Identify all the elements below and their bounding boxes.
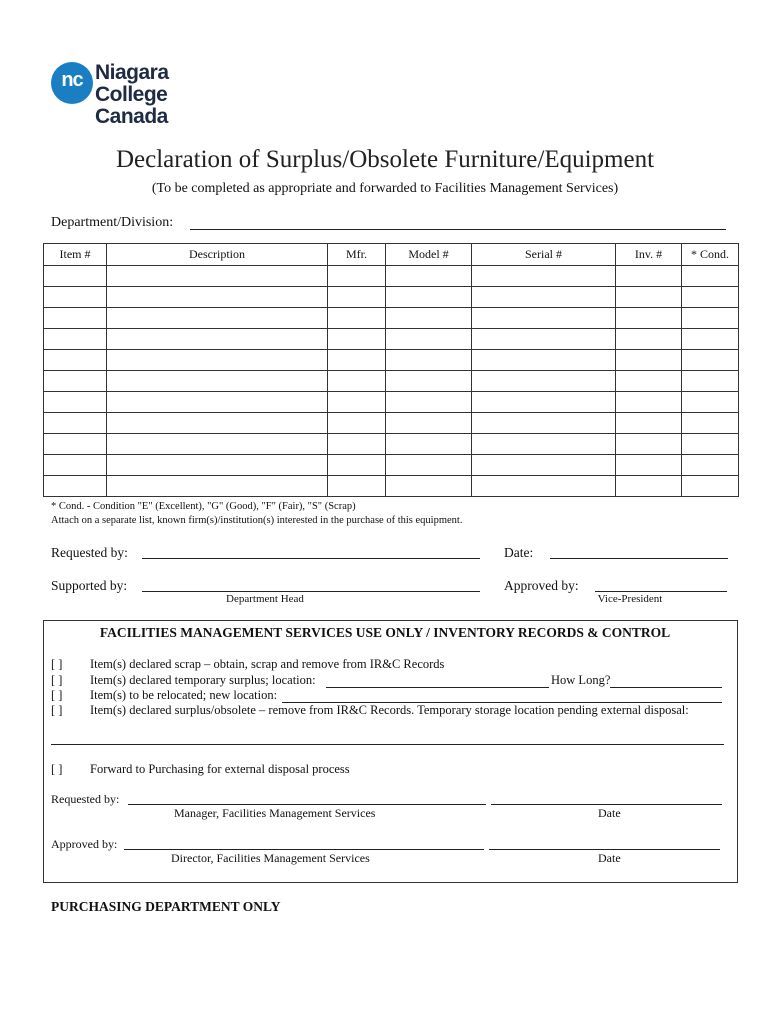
condition-note: * Cond. - Condition "E" (Excellent), "G" (Good), "F" (Fair), "S" (Scrap) [51, 501, 356, 512]
cell-item[interactable] [44, 476, 107, 497]
cell-item[interactable] [44, 287, 107, 308]
temporary-location-field[interactable] [326, 687, 549, 688]
cell-serial[interactable] [472, 350, 616, 371]
manager-caption: Manager, Facilities Management Services [174, 806, 376, 820]
option-relocated: Item(s) to be relocated; new location: [90, 688, 278, 702]
cell-serial[interactable] [472, 455, 616, 476]
cell-mfr[interactable] [328, 371, 386, 392]
cell-description[interactable] [107, 476, 328, 497]
cell-mfr[interactable] [328, 413, 386, 434]
supported-by-field[interactable] [142, 591, 480, 592]
how-long-field[interactable] [610, 687, 722, 688]
requested-date-caption: Date [598, 806, 621, 820]
supported-by-label: Supported by: [51, 578, 128, 593]
table-row [44, 455, 739, 476]
cell-model[interactable] [386, 476, 472, 497]
cell-inv[interactable] [616, 476, 682, 497]
fms-requested-date-field[interactable] [491, 804, 722, 805]
director-caption: Director, Facilities Management Services [171, 851, 370, 865]
cell-serial[interactable] [472, 308, 616, 329]
cell-model[interactable] [386, 287, 472, 308]
cell-serial[interactable] [472, 476, 616, 497]
logo-wordmark [95, 62, 169, 128]
cell-cond[interactable] [682, 266, 739, 287]
cell-inv[interactable] [616, 413, 682, 434]
cell-model[interactable] [386, 329, 472, 350]
table-row [44, 392, 739, 413]
cell-serial[interactable] [472, 287, 616, 308]
cell-inv[interactable] [616, 287, 682, 308]
cell-description[interactable] [107, 329, 328, 350]
cell-cond[interactable] [682, 476, 739, 497]
cell-mfr[interactable] [328, 350, 386, 371]
cell-inv[interactable] [616, 371, 682, 392]
cell-cond[interactable] [682, 455, 739, 476]
approved-by-field[interactable] [595, 591, 727, 592]
cell-cond[interactable] [682, 287, 739, 308]
cell-inv[interactable] [616, 350, 682, 371]
form-subtitle: (To be completed as appropriate and forwarded to Facilities Management Services) [151, 181, 619, 196]
table-row [44, 413, 739, 434]
logo-initials: nc [61, 69, 83, 91]
logo-line-1: Niagara [95, 61, 169, 84]
cell-mfr[interactable] [328, 287, 386, 308]
cell-inv[interactable] [616, 392, 682, 413]
cell-serial[interactable] [472, 413, 616, 434]
requested-by-label: Requested by: [51, 545, 128, 560]
cell-description[interactable] [107, 413, 328, 434]
cell-inv[interactable] [616, 434, 682, 455]
purchasing-heading: PURCHASING DEPARTMENT ONLY [51, 899, 281, 914]
cell-item[interactable] [44, 308, 107, 329]
option-scrap: Item(s) declared scrap – obtain, scrap and remove from IR&C Records [90, 657, 445, 671]
cell-description[interactable] [107, 308, 328, 329]
cell-description[interactable] [107, 392, 328, 413]
checkbox-relocated[interactable]: [ ] [51, 688, 63, 702]
cell-model[interactable] [386, 455, 472, 476]
cell-inv[interactable] [616, 266, 682, 287]
college-logo [50, 60, 190, 135]
header-inv: Inv. # [616, 244, 682, 266]
cell-description[interactable] [107, 455, 328, 476]
header-item: Item # [44, 244, 107, 266]
cell-mfr[interactable] [328, 476, 386, 497]
table-row [44, 476, 739, 497]
cell-model[interactable] [386, 392, 472, 413]
department-label: Department/Division: [51, 215, 174, 230]
logo-line-2: College [95, 83, 168, 106]
table-row [44, 287, 739, 308]
cell-mfr[interactable] [328, 392, 386, 413]
cell-mfr[interactable] [328, 308, 386, 329]
cell-serial[interactable] [472, 266, 616, 287]
checkbox-scrap[interactable]: [ ] [51, 657, 63, 671]
form-title: Declaration of Surplus/Obsolete Furniture/Equipment [115, 146, 655, 173]
option-forward: Forward to Purchasing for external disposal process [90, 762, 350, 776]
table-row [44, 434, 739, 455]
equipment-table [43, 243, 739, 497]
cell-inv[interactable] [616, 455, 682, 476]
header-mfr: Mfr. [328, 244, 386, 266]
cell-description[interactable] [107, 371, 328, 392]
cell-item[interactable] [44, 329, 107, 350]
cell-model[interactable] [386, 350, 472, 371]
department-field[interactable] [190, 229, 726, 230]
table-row [44, 371, 739, 392]
cell-description[interactable] [107, 287, 328, 308]
approved-by-label: Approved by: [504, 578, 579, 593]
requested-by-field[interactable] [142, 558, 480, 559]
cell-model[interactable] [386, 371, 472, 392]
table-row [44, 329, 739, 350]
cell-cond[interactable] [682, 350, 739, 371]
approved-date-caption: Date [598, 851, 621, 865]
cell-mfr[interactable] [328, 455, 386, 476]
department-head-caption: Department Head [226, 593, 304, 605]
header-model: Model # [386, 244, 472, 266]
cell-item[interactable] [44, 371, 107, 392]
cell-inv[interactable] [616, 308, 682, 329]
cell-mfr[interactable] [328, 434, 386, 455]
cell-serial[interactable] [472, 392, 616, 413]
cell-mfr[interactable] [328, 329, 386, 350]
cell-item[interactable] [44, 350, 107, 371]
cell-mfr[interactable] [328, 266, 386, 287]
cell-item[interactable] [44, 413, 107, 434]
cell-description[interactable] [107, 266, 328, 287]
date-field[interactable] [550, 558, 728, 559]
header-cond: * Cond. [682, 244, 739, 266]
logo-line-3: Canada [95, 105, 168, 128]
option-temporary: Item(s) declared temporary surplus; location: [90, 673, 316, 687]
fms-requested-by-field[interactable] [128, 804, 486, 805]
cell-model[interactable] [386, 434, 472, 455]
cell-item[interactable] [44, 392, 107, 413]
vice-president-caption: Vice-President [597, 593, 663, 605]
cell-model[interactable] [386, 308, 472, 329]
checkbox-temporary[interactable]: [ ] [51, 673, 63, 687]
header-description: Description [107, 244, 328, 266]
cell-item[interactable] [44, 434, 107, 455]
option-surplus: Item(s) declared surplus/obsolete – remove from IR&C Records. Temporary storage location pending external disposal: [90, 703, 689, 717]
table-row [44, 308, 739, 329]
cell-description[interactable] [107, 350, 328, 371]
cell-cond[interactable] [682, 434, 739, 455]
fms-approved-by-field[interactable] [124, 849, 484, 850]
fms-approved-date-field[interactable] [489, 849, 720, 850]
table-row [44, 350, 739, 371]
checkbox-surplus[interactable]: [ ] [51, 703, 63, 717]
header-serial: Serial # [472, 244, 616, 266]
cell-cond[interactable] [682, 308, 739, 329]
table-row [44, 266, 739, 287]
table-header-row [44, 244, 739, 266]
cell-cond[interactable] [682, 329, 739, 350]
cell-item[interactable] [44, 266, 107, 287]
cell-description[interactable] [107, 434, 328, 455]
cell-item[interactable] [44, 455, 107, 476]
cell-serial[interactable] [472, 371, 616, 392]
checkbox-forward[interactable]: [ ] [51, 762, 63, 776]
cell-cond[interactable] [682, 413, 739, 434]
how-long-label: How Long? [551, 673, 611, 687]
fms-approved-by-label: Approved by: [51, 837, 118, 851]
storage-location-field[interactable] [51, 744, 724, 745]
cell-model[interactable] [386, 266, 472, 287]
cell-serial[interactable] [472, 434, 616, 455]
fms-title: FACILITIES MANAGEMENT SERVICES USE ONLY / INVENTORY RECORDS & CONTROL [99, 625, 671, 640]
cell-cond[interactable] [682, 392, 739, 413]
attach-note: Attach on a separate list, known firm(s)/institution(s) interested in the purchase of this equipment. [51, 515, 463, 526]
cell-cond[interactable] [682, 371, 739, 392]
fms-requested-by-label: Requested by: [51, 792, 120, 806]
cell-serial[interactable] [472, 329, 616, 350]
date-label: Date: [504, 545, 534, 560]
cell-model[interactable] [386, 413, 472, 434]
cell-inv[interactable] [616, 329, 682, 350]
